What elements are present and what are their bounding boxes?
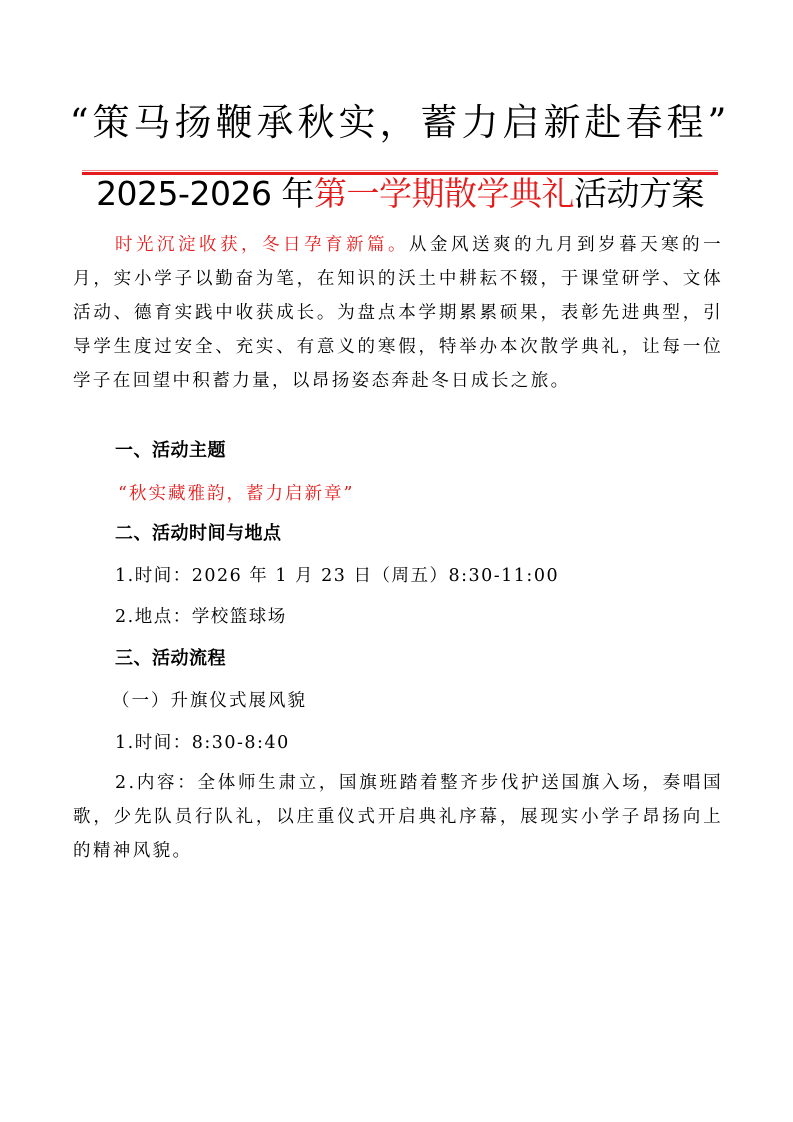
section-heading-time-location: 二、活动时间与地点: [115, 523, 282, 544]
document-main-title: “策马扬鞭承秋实，蓄力启新赴春程”: [69, 101, 731, 144]
document-subtitle: [60, 172, 740, 216]
intro-body-text: 从金风送爽的九月到岁暮天寒的一月，实小学子以勤奋为笔，在知识的沃土中耕耘不辍，于课堂研学、文体活动、德育实践中收获成长。为盘点本学期累累硕果，表彰先进典型，引导学生度过安全、充实、有意义的寒假，特举办本次散学典礼，让每一位学子在回望中积蓄力量，以昂扬姿态奔赴冬日成长之旅。: [73, 235, 723, 391]
flag-ceremony-content: 2.内容：全体师生肃立，国旗班踏着整齐步伐护送国旗入场，奏唱国歌，少先队员行队礼，以庄重仪式开启典礼序幕，展现实小学子昂扬向上的精神风貌。: [73, 773, 723, 861]
flag-ceremony-time: 1.时间：8:30-8:40: [115, 733, 290, 753]
subsection-flag-ceremony: （一）升旗仪式展风貌: [112, 691, 307, 711]
event-time-item: 1.时间：2026 年 1 月 23 日（周五）8:30-11:00: [115, 566, 560, 586]
subtitle-year: 2025-2026 年: [96, 174, 314, 213]
section-heading-process: 三、活动流程: [115, 648, 226, 669]
intro-paragraph: [73, 228, 723, 398]
section-heading-theme: 一、活动主题: [115, 440, 226, 461]
event-location-item: 2.地点：学校篮球场: [115, 607, 287, 627]
intro-lead-sentence: 时光沉淀收获，冬日孕育新篇。: [115, 235, 410, 255]
activity-theme-text: “秋实藏雅韵，蓄力启新章”: [118, 484, 355, 504]
subtitle-event-name: 第一学期散学典礼: [313, 174, 574, 213]
subtitle-suffix: 活动方案: [573, 174, 704, 213]
title-divider-thin: [82, 170, 718, 171]
